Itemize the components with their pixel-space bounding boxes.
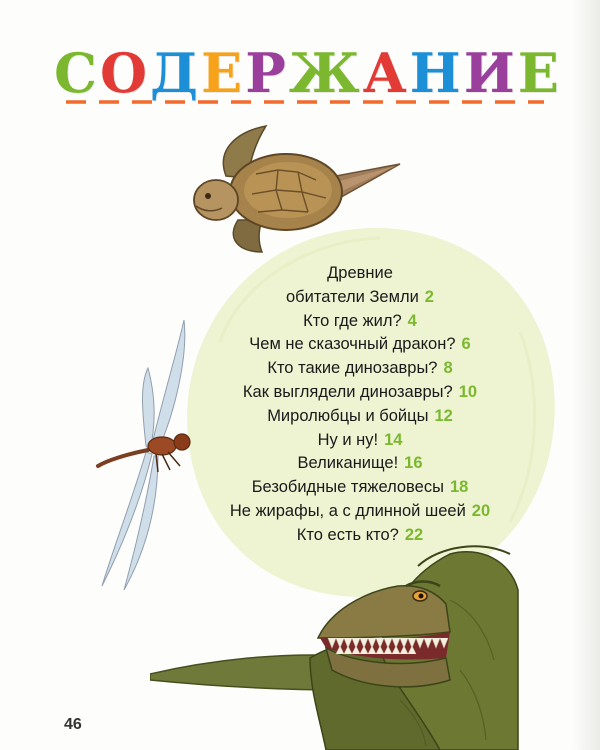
toc-item-page: 8 (443, 359, 453, 378)
title-letter: О (99, 41, 151, 105)
page-title (54, 24, 562, 105)
title-letter: Е (201, 41, 246, 105)
prehistoric-turtle-icon (186, 120, 404, 258)
table-of-contents (170, 262, 550, 548)
toc-item-page: 20 (471, 501, 491, 520)
toc-item[interactable] (170, 381, 550, 405)
toc-item-page: 18 (449, 478, 469, 497)
title-letter: Р (245, 41, 289, 105)
toc-item-page: 14 (384, 430, 403, 449)
page-edge-shade (572, 0, 600, 750)
toc-item-label: Миролюбцы и бойцы (267, 406, 429, 425)
page-number: 46 (64, 716, 82, 733)
toc-item[interactable] (170, 333, 550, 357)
toc-item-page: 16 (404, 454, 423, 473)
title-letter: Н (409, 41, 464, 105)
title-letter: И (463, 41, 518, 105)
title-letter: Д (150, 41, 202, 105)
toc-item-label: Древние (327, 264, 393, 282)
title-letter: Е (517, 41, 562, 105)
toc-item-page: 22 (404, 525, 424, 544)
toc-item[interactable] (170, 476, 550, 500)
toc-item-label: Ну и ну! (317, 430, 379, 449)
toc-item-label: Великанище! (297, 454, 399, 473)
toc-item-label: Кто есть кто? (296, 525, 399, 544)
toc-item[interactable] (170, 405, 550, 429)
toc-item-label: Безобидные тяжеловесы (251, 478, 444, 497)
title-letter: С (54, 41, 100, 105)
toc-item-label: обитатели Земли (286, 287, 419, 306)
toc-item-page: 10 (458, 382, 478, 401)
toc-item-page: 4 (407, 311, 417, 330)
tyrannosaurus-icon (150, 540, 520, 750)
toc-item[interactable] (170, 357, 550, 381)
toc-item-page: 6 (461, 335, 471, 354)
toc-item-label: Кто такие динозавры? (267, 359, 438, 378)
toc-item-label: Кто где жил? (303, 311, 402, 330)
toc-item-label: Не жирафы, а с длинной шеей (229, 501, 466, 520)
title-letter: А (362, 41, 410, 105)
toc-item[interactable] (170, 452, 550, 476)
toc-item-page: 12 (434, 406, 453, 425)
toc-item[interactable] (170, 500, 550, 524)
title-letter: Ж (288, 41, 363, 105)
toc-item[interactable] (170, 262, 550, 310)
toc-item-label: Как выглядели динозавры? (242, 382, 453, 401)
title-dash-divider (66, 100, 544, 104)
toc-item[interactable] (170, 310, 550, 334)
toc-item[interactable] (170, 429, 550, 453)
toc-item-label: Чем не сказочный дракон? (249, 335, 456, 354)
toc-item-page: 2 (424, 287, 434, 306)
